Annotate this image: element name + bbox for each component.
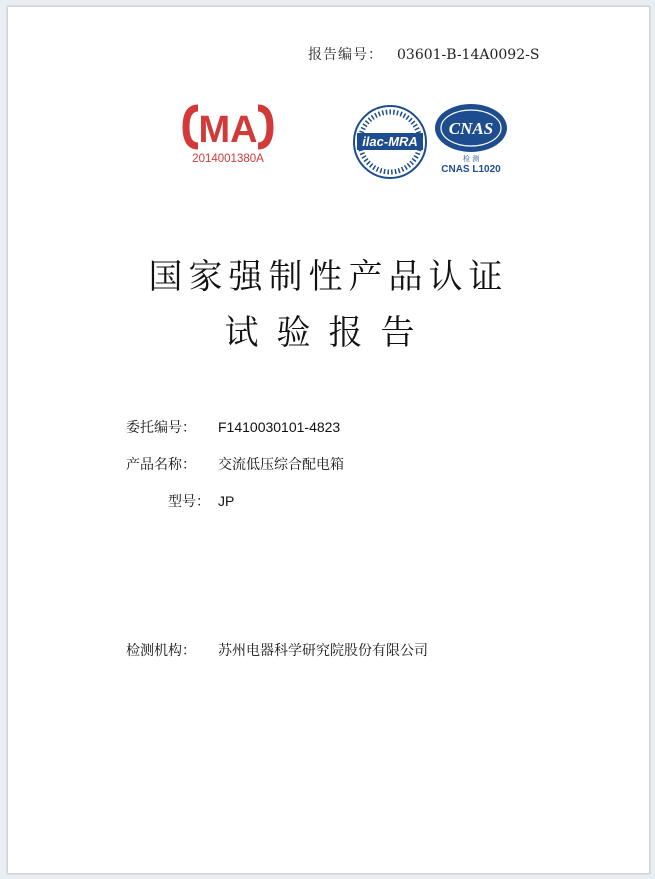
testing-agency-label: 检测机构：: [126, 643, 196, 659]
product-name-row: [126, 454, 344, 474]
report-page: [7, 6, 650, 874]
ilac-mra-logo: [351, 103, 429, 181]
entrust-number-value: F1410030101-4823: [218, 419, 341, 435]
model-label: 型号：: [168, 494, 210, 510]
cnas-logo: [426, 100, 516, 180]
ilac-mra-text: ilac-MRA: [362, 134, 418, 149]
model-value: JP: [218, 493, 235, 509]
report-number: [308, 44, 539, 64]
product-name-label: 产品名称：: [126, 457, 196, 473]
cnas-sub-text: 检 测: [462, 155, 480, 163]
product-name-value: 交流低压综合配电箱: [218, 456, 344, 472]
cnas-code-text: CNAS L1020: [441, 164, 501, 175]
cnas-logo-text: CNAS: [448, 119, 494, 138]
report-number-value: 03601-B-14A0092-S: [397, 47, 540, 63]
report-number-label: 报告编号：: [308, 47, 383, 63]
cma-logo-text: MA: [198, 109, 258, 151]
testing-agency-row: [126, 640, 428, 660]
testing-agency-value: 苏州电器科学研究院股份有限公司: [218, 642, 428, 658]
document-subtitle: 试验报告: [224, 313, 433, 353]
document-title: 国家强制性产品认证: [148, 257, 509, 297]
entrust-number-row: [126, 417, 340, 437]
entrust-number-label: 委托编号：: [126, 420, 196, 436]
cma-number: 2014001380A: [192, 153, 264, 165]
model-row: [126, 491, 234, 511]
